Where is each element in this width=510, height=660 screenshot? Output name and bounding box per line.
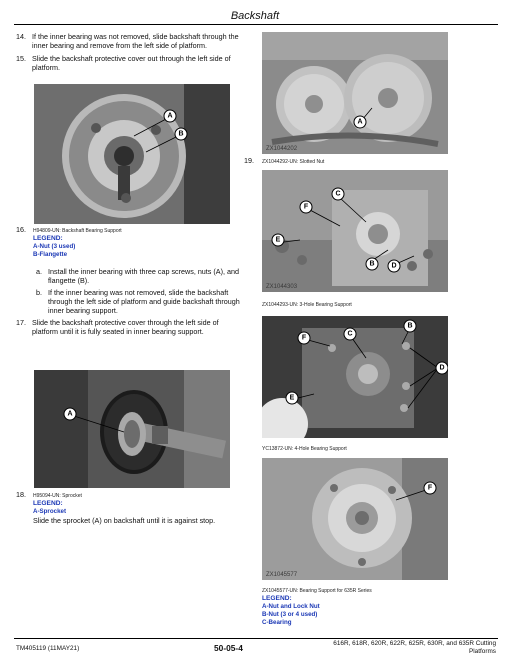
fig-16-legend-item: A-Nut (3 used)	[33, 243, 76, 250]
fig-16-caption: H94809-UN: Backshaft Bearing Support	[33, 228, 122, 234]
callout-f-label: F	[301, 334, 307, 342]
slotted-nut-photo	[262, 170, 448, 292]
callout-a-label: A	[357, 118, 363, 126]
substep-b-label: b.	[36, 288, 42, 297]
photo-code: ZX1045577	[266, 572, 298, 578]
sprocket-photo	[34, 370, 230, 488]
step-15	[16, 55, 246, 73]
callout-b-label: B	[369, 260, 375, 268]
models-line-1: 616R, 618R, 620R, 622R, 625R, 630R, and 635R Cutting	[333, 640, 496, 647]
step-17-text: Slide the backshaft protective cover through the left side of platform until it is fully seated in inner bearing support.	[32, 318, 219, 336]
substep-b-text: If the inner bearing was not removed, slide the backshaft through the left side of platform and guide backshaft through inner bearing support.	[48, 288, 240, 315]
doc-id: TM405119 (11MAY21)	[16, 645, 80, 652]
models-footer	[300, 640, 496, 656]
fig-18-number: 18.	[16, 490, 26, 499]
substep-b	[36, 289, 244, 315]
page-number: 50-05-4	[214, 643, 243, 653]
callout-d-label: D	[439, 364, 445, 372]
callout-f-label: F	[427, 484, 433, 492]
fig-22-legend-item: C-Bearing	[262, 619, 292, 626]
callout-b-label: B	[178, 130, 184, 138]
fig-18-legend-item: A-Sprocket	[33, 508, 67, 515]
fig-22-legend-item: B-Nut (3 or 4 used)	[262, 611, 318, 618]
callout-a-label: A	[67, 410, 73, 418]
bearing-support-photo	[34, 84, 230, 224]
photo-code: ZX1044202	[266, 146, 298, 152]
header-rule	[14, 24, 498, 25]
substep-a	[36, 268, 244, 286]
fig-19-caption: ZX1044292-UN: Slotted Nut	[262, 159, 325, 165]
fig-22-caption: ZX1045577-UN: Bearing Support for 635R Series	[262, 588, 372, 594]
635r-bearing-photo	[262, 458, 448, 580]
footer-rule	[14, 638, 498, 639]
pulley-photo	[262, 32, 448, 154]
step-14-number: 14.	[16, 32, 26, 41]
callout-d-label: D	[391, 262, 397, 270]
four-hole-support-photo	[262, 316, 448, 438]
fig-21-caption: YC13872-UN: 4-Hole Bearing Support	[262, 446, 347, 452]
fig-18-caption: H95094-UN: Sprocket	[33, 493, 82, 499]
fig-22-legend-title: LEGEND:	[262, 595, 292, 602]
fig-16-number: 16.	[16, 225, 26, 234]
photo-code: ZX1044303	[266, 284, 298, 290]
callout-b-label: B	[407, 322, 413, 330]
substep-a-label: a.	[36, 267, 42, 276]
step-15-text: Slide the backshaft protective cover out through the left side of platform.	[32, 54, 231, 72]
callout-e-label: E	[289, 394, 295, 402]
substep-a-text: Install the inner bearing with three cap screws, nuts (A), and flangette (B).	[48, 267, 239, 285]
step-17-number: 17.	[16, 318, 26, 327]
callout-e-label: E	[275, 236, 281, 244]
callout-c-label: C	[347, 330, 353, 338]
fig-22-legend-item: A-Nut and Lock Nut	[262, 603, 320, 610]
page-title: Backshaft	[230, 10, 280, 22]
callout-a-label: A	[167, 112, 173, 120]
callout-f-label: F	[303, 203, 309, 211]
step-14-text: If the inner bearing was not removed, slide backshaft through the inner bearing and remove from the left side of platform.	[32, 32, 239, 50]
step-15-number: 15.	[16, 54, 26, 63]
fig-19-number: 19.	[244, 156, 254, 165]
step-17	[16, 319, 246, 337]
fig-16-legend-item: B-Flangette	[33, 251, 68, 258]
fig-20-caption: ZX1044293-UN: 3-Hole Bearing Support	[262, 302, 352, 308]
fig-16-legend-title: LEGEND:	[33, 235, 63, 242]
fig-18-legend-title: LEGEND:	[33, 500, 63, 507]
step-14	[16, 33, 246, 51]
fig-18-text: Slide the sprocket (A) on backshaft until it is against stop.	[33, 516, 216, 525]
models-line-2: Platforms	[469, 648, 496, 655]
callout-c-label: C	[335, 190, 341, 198]
